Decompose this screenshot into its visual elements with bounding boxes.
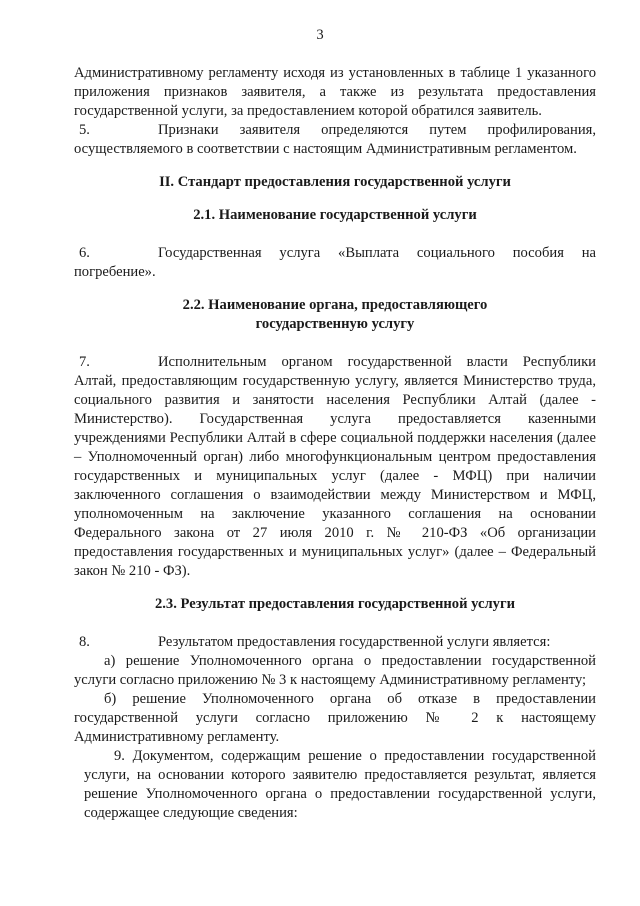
list-item-8b: б) решение Уполномоченного органа об отказе в предоставлении государственной услуги согласно приложению № 2 к настоящему Административному регламенту. — [74, 691, 596, 745]
paragraph-5 — [74, 121, 596, 159]
paragraph-text: Результатом предоставления государственной услуги является: — [158, 634, 551, 650]
paragraph-text: Исполнительным органом государственной власти Республики Алтай, предоставляющим государственную услугу, является Министерство труда, социального развития и занятости населения Республики Алтай (далее - Министерство). Государственная услуга предоставляется казенными учреждениями Республики Алтай в сфере социальной поддержки населения (далее – Уполномоченный орган) либо многофункциональным центром предоставления государственных и муниципальных услуг (далее - МФЦ) при наличии заключенного соглашения о взаимодействии между Министерством и МФЦ, уполномоченным на заключение указанного соглашения на основании Федерального закона от 27 июля 2010 г. № 210-ФЗ «Об организации предоставления государственных и муниципальных услуг» (далее – Федеральный закон № 210 - ФЗ). — [74, 354, 596, 579]
paragraph-6 — [74, 244, 596, 282]
paragraph-number: 8. — [79, 634, 90, 650]
heading-line: 2.2. Наименование органа, предоставляющего — [182, 297, 488, 313]
heading-line: государственную услугу — [255, 316, 415, 332]
subsection-heading-2-2 — [74, 296, 596, 334]
paragraph-text: Признаки заявителя определяются путем профилирования, осуществляемого в соответствии с настоящим Административным регламентом. — [74, 122, 596, 157]
paragraph-number: 7. — [79, 354, 90, 370]
document-body — [74, 64, 596, 823]
paragraph-number: 6. — [79, 245, 90, 261]
paragraph-number: 5. — [79, 122, 90, 138]
paragraph-8 — [74, 633, 596, 652]
subsection-heading-2-1: 2.1. Наименование государственной услуги — [193, 207, 477, 223]
paragraph-continuation: Административному регламенту исходя из установленных в таблице 1 указанного приложения признаков заявителя, а также из результата предоставления государственной услуги, за предоставлением которой обратился заявитель. — [74, 65, 596, 119]
page-number: 3 — [316, 27, 324, 43]
paragraph-9: 9. Документом, содержащим решение о предоставлении государственной услуги, на основании которого заявителю предоставляется результат, является решение Уполномоченного органа о предоставлении государственной услуги, содержащее следующие сведения: — [84, 748, 596, 821]
list-item-8a: а) решение Уполномоченного органа о предоставлении государственной услуги согласно приложению № 3 к настоящему Административному регламенту; — [74, 653, 596, 688]
section-heading-2: II. Стандарт предоставления государственной услуги — [159, 174, 511, 190]
subsection-heading-2-3: 2.3. Результат предоставления государственной услуги — [154, 596, 516, 612]
paragraph-text: Государственная услуга «Выплата социального пособия на погребение». — [74, 245, 596, 280]
paragraph-7 — [74, 353, 596, 581]
